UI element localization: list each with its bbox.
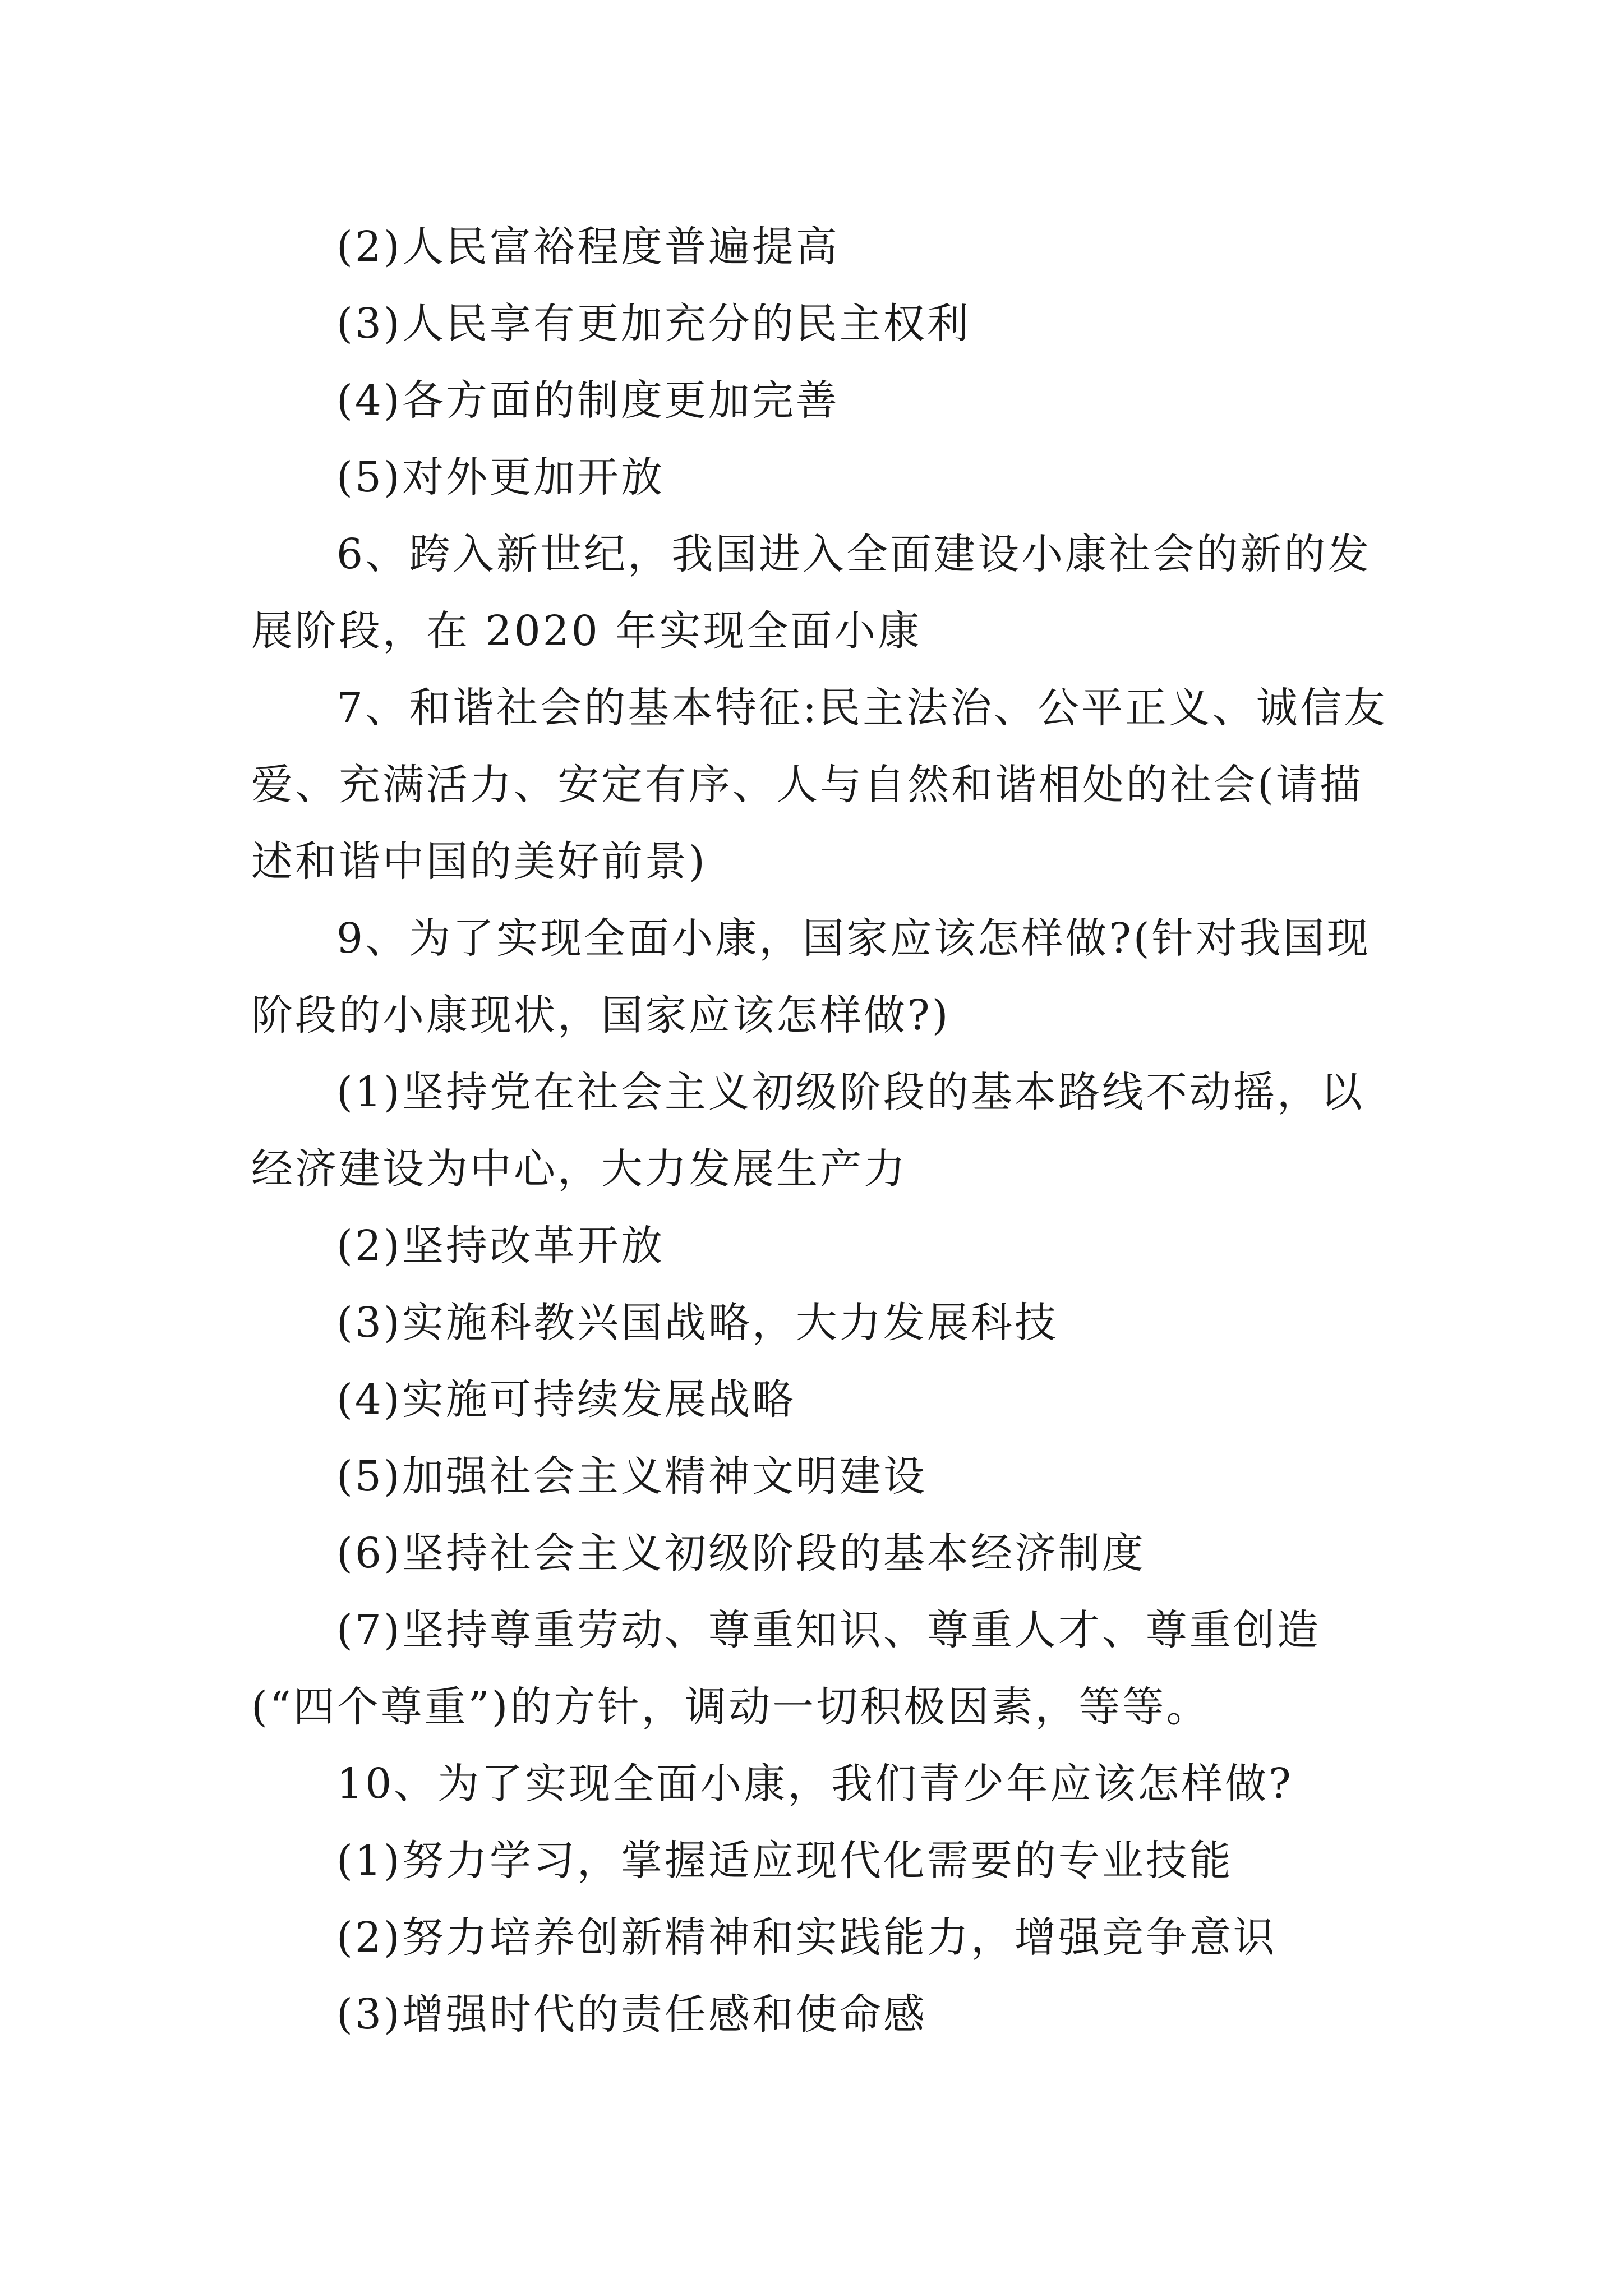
- text-line: (3)人民享有更加充分的民主权利: [336, 300, 971, 348]
- text-line: (2)坚持改革开放: [336, 1222, 665, 1270]
- document-body: [251, 209, 1390, 2053]
- text-line: 展阶段，在 2020 年实现全面小康: [251, 607, 922, 655]
- text-line: 10、为了实现全面小康，我们青少年应该怎样做?: [336, 1760, 1293, 1808]
- text-line: (4)各方面的制度更加完善: [336, 376, 840, 425]
- text-line: (4)实施可持续发展战略: [336, 1375, 796, 1424]
- text-line: (“四个尊重”)的方针，调动一切积极因素，等等。: [251, 1683, 1210, 1731]
- text-line: (2)努力培养创新精神和实践能力，增强竞争意识: [336, 1913, 1277, 1962]
- text-line: (3)实施科教兴国战略，大力发展科技: [336, 1299, 1058, 1347]
- text-line: (7)坚持尊重劳动、尊重知识、尊重人才、尊重创造: [336, 1606, 1321, 1654]
- text-line: (5)加强社会主义精神文明建设: [336, 1452, 927, 1501]
- text-line: (6)坚持社会主义初级阶段的基本经济制度: [336, 1529, 1146, 1577]
- text-line: 6、跨入新世纪，我国进入全面建设小康社会的新的发: [336, 530, 1372, 578]
- text-line: (1)努力学习，掌握适应现代化需要的专业技能: [336, 1837, 1233, 1885]
- text-line: (5)对外更加开放: [336, 453, 665, 501]
- text-line: 7、和谐社会的基本特征:民主法治、公平正义、诚信友: [336, 684, 1388, 732]
- text-line: 阶段的小康现状，国家应该怎样做?): [251, 991, 951, 1039]
- text-line: 述和谐中国的美好前景): [251, 838, 707, 886]
- text-line: 经济建设为中心，大力发展生产力: [251, 1145, 907, 1193]
- text-line: 9、为了实现全面小康，国家应该怎样做?(针对我国现: [336, 914, 1371, 963]
- text-line: (2)人民富裕程度普遍提高: [336, 223, 840, 271]
- text-line: (3)增强时代的责任感和使命感: [336, 1990, 927, 2039]
- text-line: (1)坚持党在社会主义初级阶段的基本路线不动摇，以: [336, 1068, 1364, 1116]
- text-line: 爱、充满活力、安定有序、人与自然和谐相处的社会(请描: [251, 761, 1363, 809]
